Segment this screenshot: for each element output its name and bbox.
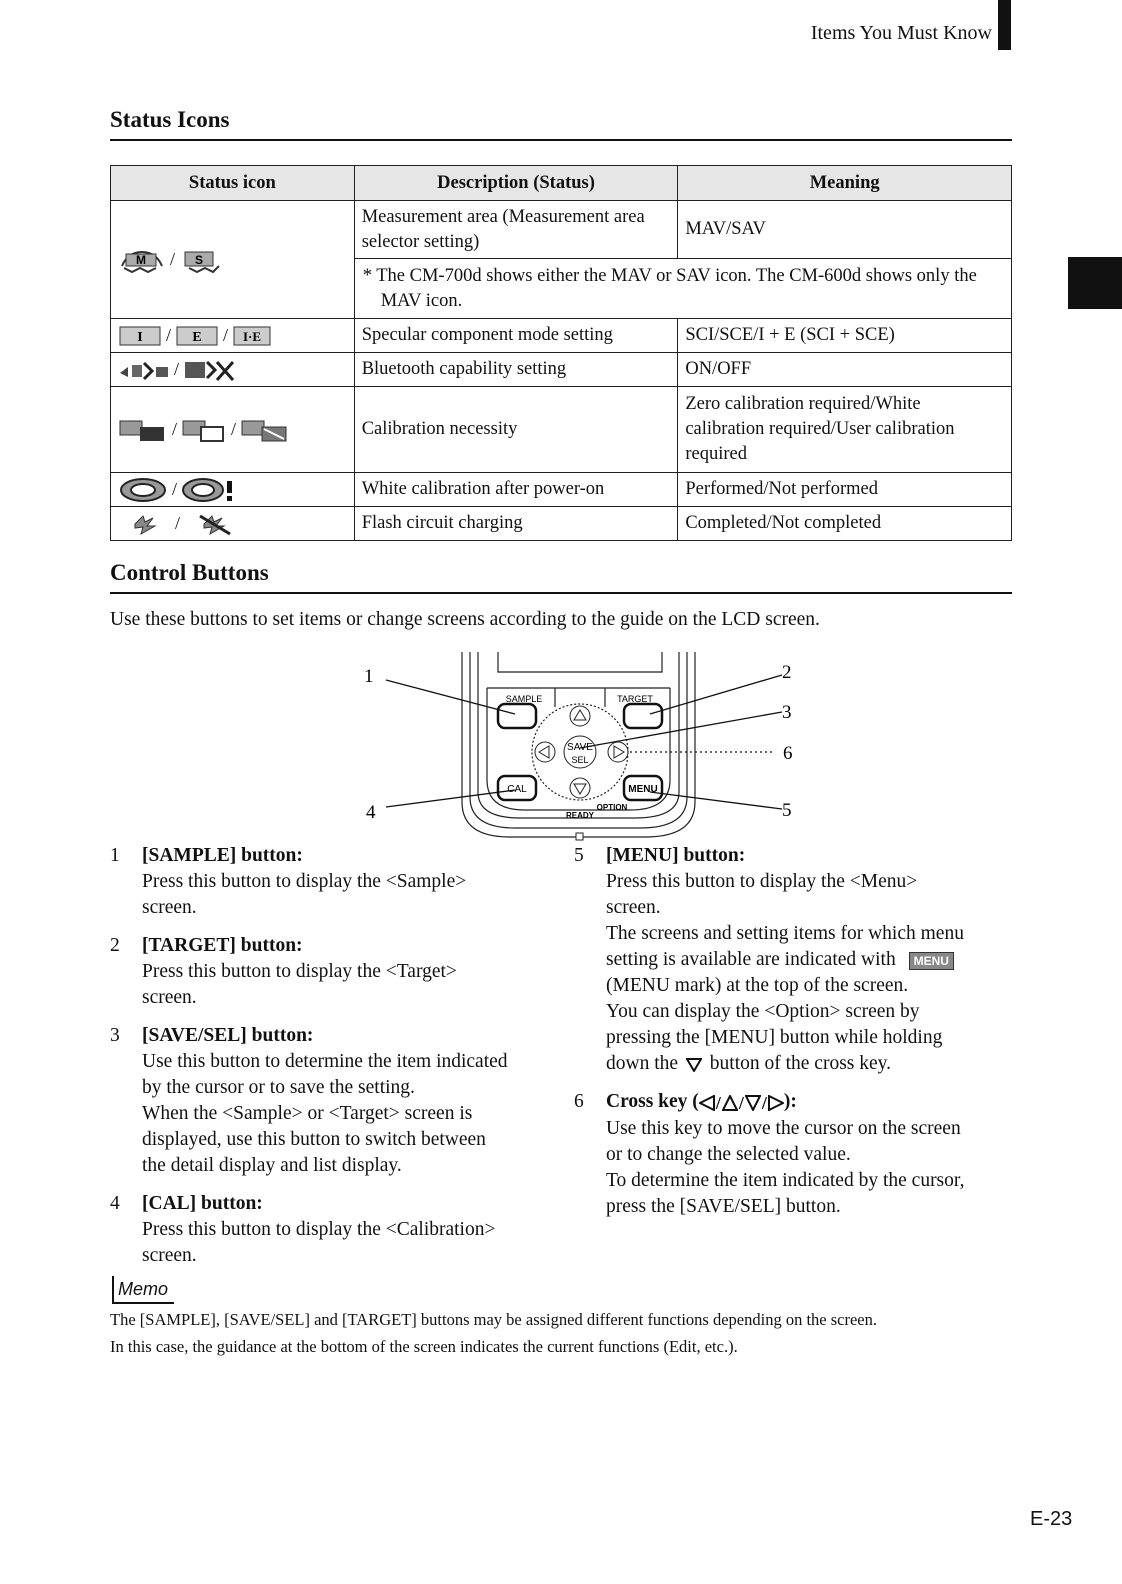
down-arrow-key xyxy=(570,778,590,798)
bluetooth-off-icon xyxy=(183,358,239,382)
icon-cell xyxy=(111,387,355,473)
slash-separator: / xyxy=(231,419,237,439)
meaning-cell: ON/OFF xyxy=(678,353,1012,387)
item-line: screen. xyxy=(142,1245,197,1266)
meaning-cell: MAV/SAV xyxy=(678,201,1012,259)
description-cell: Specular component mode setting xyxy=(354,319,678,353)
list-item xyxy=(574,1089,1014,1220)
item-line: To determine the item indicated by the cursor, xyxy=(606,1169,965,1191)
sample-button xyxy=(498,704,536,728)
left-item-column xyxy=(110,843,560,1281)
table-row xyxy=(111,319,1012,353)
item-line-text: down the xyxy=(606,1053,679,1074)
target-button xyxy=(624,704,662,728)
item-line: screen. xyxy=(142,987,197,1008)
svg-text:S: S xyxy=(195,252,204,267)
item-line: Use this key to move the cursor on the screen xyxy=(606,1117,961,1139)
left-triangle-icon xyxy=(699,1095,715,1111)
mav-icon xyxy=(118,246,166,274)
item-title: [TARGET] button: xyxy=(142,935,303,956)
memo-text xyxy=(110,1306,1015,1360)
item-line-text: button of the cross key. xyxy=(709,1053,892,1074)
icon-cell xyxy=(111,201,355,319)
table-row xyxy=(111,473,1012,507)
list-item xyxy=(574,843,1014,1077)
page-number: E-23 xyxy=(1030,1508,1073,1530)
list-item xyxy=(110,843,560,921)
description-cell: White calibration after power-on xyxy=(354,473,678,507)
svg-text:I·E: I·E xyxy=(242,328,262,344)
item-line: displayed, use this button to switch between xyxy=(142,1129,486,1150)
status-icons-section xyxy=(110,107,1012,141)
note-cell xyxy=(354,259,1011,319)
table-row xyxy=(111,387,1012,473)
flash-charged-icon xyxy=(129,512,159,536)
description-cell: Calibration necessity xyxy=(354,387,678,473)
sav-icon xyxy=(179,246,225,274)
heading-rule xyxy=(110,139,1012,141)
cal-label: CAL xyxy=(507,784,527,795)
item-line: Press this button to display the <Menu> xyxy=(606,871,918,892)
item-line: pressing the [MENU] button while holding xyxy=(606,1027,943,1048)
item-line xyxy=(606,1051,1014,1077)
item-line: screen. xyxy=(142,897,197,918)
list-item xyxy=(110,933,560,1011)
model-note: * The CM-700d shows either the MAV or SAV icon. The CM-600d shows only the MAV icon. xyxy=(362,265,977,311)
memo-line: In this case, the guidance at the bottom of the screen indicates the current functions (Edit, etc.). xyxy=(110,1337,738,1356)
sample-label: SAMPLE xyxy=(505,694,543,704)
item-number: 2 xyxy=(110,935,120,956)
callout-1: 1 xyxy=(364,666,374,687)
col-header-description: Description (Status) xyxy=(354,166,678,201)
col-header-meaning: Meaning xyxy=(678,166,1012,201)
menu-label: MENU xyxy=(628,784,658,795)
list-item xyxy=(110,1023,560,1179)
control-panel-diagram xyxy=(350,652,810,844)
description-cell: Measurement area (Measurement area selector setting) xyxy=(354,201,678,259)
sce-icon xyxy=(175,325,219,347)
table-row xyxy=(111,353,1012,387)
heading-rule xyxy=(110,592,1012,594)
description-cell: Flash circuit charging xyxy=(354,507,678,541)
menu-mark-icon: MENU xyxy=(909,952,954,970)
bluetooth-on-icon xyxy=(118,359,170,381)
slash-separator: / xyxy=(761,1092,767,1113)
down-triangle-icon xyxy=(686,1058,702,1072)
right-item-column xyxy=(574,843,1014,1232)
item-title: [MENU] button: xyxy=(606,845,746,866)
icon-cell xyxy=(111,353,355,387)
target-label: TARGET xyxy=(617,694,653,704)
item-line: screen. xyxy=(606,897,661,918)
slash-separator: / xyxy=(174,359,180,380)
item-title: [SAVE/SEL] button: xyxy=(142,1025,314,1046)
up-triangle-icon xyxy=(722,1095,738,1111)
up-arrow-key xyxy=(570,706,590,726)
callout-6: 6 xyxy=(783,743,793,764)
left-arrow-key xyxy=(535,742,555,762)
slash-separator: / xyxy=(166,325,172,346)
item-line: When the <Sample> or <Target> screen is xyxy=(142,1103,473,1124)
ready-label: READY xyxy=(565,811,595,820)
item-number: 4 xyxy=(110,1193,120,1214)
ready-indicator xyxy=(576,833,583,840)
flash-not-charged-icon xyxy=(196,512,234,536)
meaning-cell: Zero calibration required/White calibration required/User calibration required xyxy=(678,387,1012,473)
item-line: You can display the <Option> screen by xyxy=(606,1001,920,1022)
cross-key-title: Cross key ( xyxy=(606,1091,699,1112)
item-line: The screens and setting items for which menu xyxy=(606,923,964,944)
item-line: Press this button to display the <Sample> xyxy=(142,871,467,892)
list-item xyxy=(110,1191,560,1269)
item-line: Press this button to display the <Calibration> xyxy=(142,1219,496,1240)
item-number: 5 xyxy=(574,845,584,866)
item-line: (MENU mark) at the top of the screen. xyxy=(606,975,909,996)
cross-key-title-end: ): xyxy=(783,1091,797,1112)
item-line: by the cursor or to save the setting. xyxy=(142,1077,415,1098)
item-number: 6 xyxy=(574,1091,584,1112)
slash-separator: / xyxy=(170,249,176,269)
right-triangle-icon xyxy=(768,1095,784,1111)
slash-separator: / xyxy=(715,1092,721,1113)
save-label: SAVE xyxy=(567,742,593,753)
slash-separator: / xyxy=(175,513,181,534)
control-buttons-section xyxy=(110,560,1012,594)
i-plus-e-icon xyxy=(232,325,272,347)
header-marker-bar xyxy=(998,0,1011,50)
white-calibration-icon xyxy=(181,417,227,443)
table-header-row xyxy=(111,166,1012,201)
user-calibration-icon xyxy=(240,417,290,443)
item-title: [SAMPLE] button: xyxy=(142,845,303,866)
slash-separator: / xyxy=(738,1092,744,1113)
meaning-cell: Performed/Not performed xyxy=(678,473,1012,507)
table-row xyxy=(111,507,1012,541)
item-line-text: setting is available are indicated with xyxy=(606,949,896,970)
callout-3: 3 xyxy=(782,702,792,723)
running-header: Items You Must Know xyxy=(810,22,992,44)
item-line: or to change the selected value. xyxy=(606,1143,851,1165)
status-icons-heading: Status Icons xyxy=(110,107,230,132)
slash-separator: / xyxy=(172,479,178,499)
status-icons-table xyxy=(110,165,1012,541)
item-number: 3 xyxy=(110,1025,120,1046)
sci-icon xyxy=(118,325,162,347)
chapter-thumb-tab xyxy=(1068,257,1122,309)
table-row xyxy=(111,201,1012,259)
sel-label: SEL xyxy=(571,755,589,765)
memo-line: The [SAMPLE], [SAVE/SEL] and [TARGET] buttons may be assigned different functions depending on the screen. xyxy=(110,1310,878,1329)
item-line: press the [SAVE/SEL] button. xyxy=(606,1195,841,1217)
item-title: [CAL] button: xyxy=(142,1193,263,1214)
callout-2: 2 xyxy=(782,662,792,683)
calibration-performed-icon xyxy=(118,477,168,503)
control-buttons-intro: Use these buttons to set items or change screens according to the guide on the LCD screen. xyxy=(110,609,820,630)
down-triangle-icon xyxy=(745,1095,761,1111)
zero-calibration-icon xyxy=(118,417,168,443)
control-buttons-heading: Control Buttons xyxy=(110,560,269,585)
item-number: 1 xyxy=(110,845,120,866)
option-label: OPTION xyxy=(596,803,628,812)
right-arrow-key xyxy=(608,742,628,762)
slash-separator: / xyxy=(172,419,178,439)
item-line: the detail display and list display. xyxy=(142,1155,402,1176)
item-line xyxy=(606,947,1014,973)
item-line: Press this button to display the <Target> xyxy=(142,961,457,982)
icon-cell xyxy=(111,319,355,353)
svg-text:I: I xyxy=(137,329,143,345)
calibration-not-performed-icon xyxy=(181,477,237,503)
icon-cell xyxy=(111,473,355,507)
slash-separator: / xyxy=(223,325,229,346)
callout-4: 4 xyxy=(366,802,376,823)
memo-badge: Memo xyxy=(112,1276,174,1304)
item-title xyxy=(606,1089,1014,1116)
description-cell: Bluetooth capability setting xyxy=(354,353,678,387)
icon-cell xyxy=(111,507,355,541)
col-header-status-icon: Status icon xyxy=(111,166,355,201)
meaning-cell: SCI/SCE/I + E (SCI + SCE) xyxy=(678,319,1012,353)
item-line: Use this button to determine the item indicated xyxy=(142,1051,508,1072)
callout-5: 5 xyxy=(782,800,792,821)
meaning-cell: Completed/Not completed xyxy=(678,507,1012,541)
svg-text:E: E xyxy=(192,329,202,345)
svg-text:M: M xyxy=(136,252,146,267)
